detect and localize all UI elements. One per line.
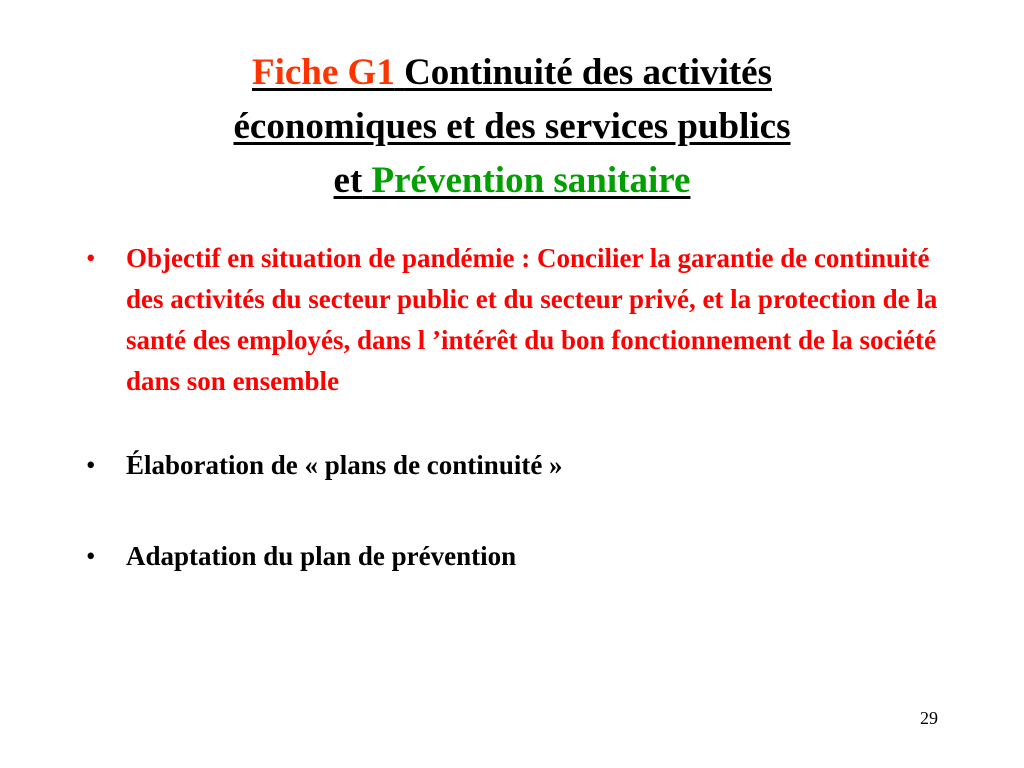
page-number: 29 (920, 708, 938, 728)
bullet-item-objective (86, 238, 946, 402)
bullet-dot: • (86, 450, 96, 480)
title-line-2 (60, 100, 964, 154)
bullet-text-continuity-plans: Élaboration de « plans de continuité » (126, 450, 563, 480)
title-line-1 (60, 46, 964, 100)
title-continuity-text: Continuité des activités (404, 52, 773, 93)
title-prevention-text: Prévention sanitaire (371, 160, 691, 201)
bullet-dot: • (86, 541, 96, 571)
slide-title (60, 46, 964, 208)
bullet-item-prevention-plan (86, 536, 946, 577)
bullet-text-prevention-plan: Adaptation du plan de prévention (126, 541, 517, 571)
bullet-item-continuity-plans (86, 445, 946, 486)
bullet-text-objective: Objectif en situation de pandémie : Concilier la garantie de continuité des activités du secteur public et du secteur privé, et la protection de la santé des employés, dans l ’intérêt du bon fonctionnement de la société dans son ensemble (126, 243, 938, 396)
bullet-list (86, 238, 946, 577)
title-services-text: économiques et des services publics (233, 106, 791, 147)
bullet-dot: • (86, 243, 96, 273)
title-line-3 (60, 154, 964, 208)
title-connector-text: et (333, 160, 363, 201)
title-fiche-label: Fiche G1 (251, 52, 395, 93)
